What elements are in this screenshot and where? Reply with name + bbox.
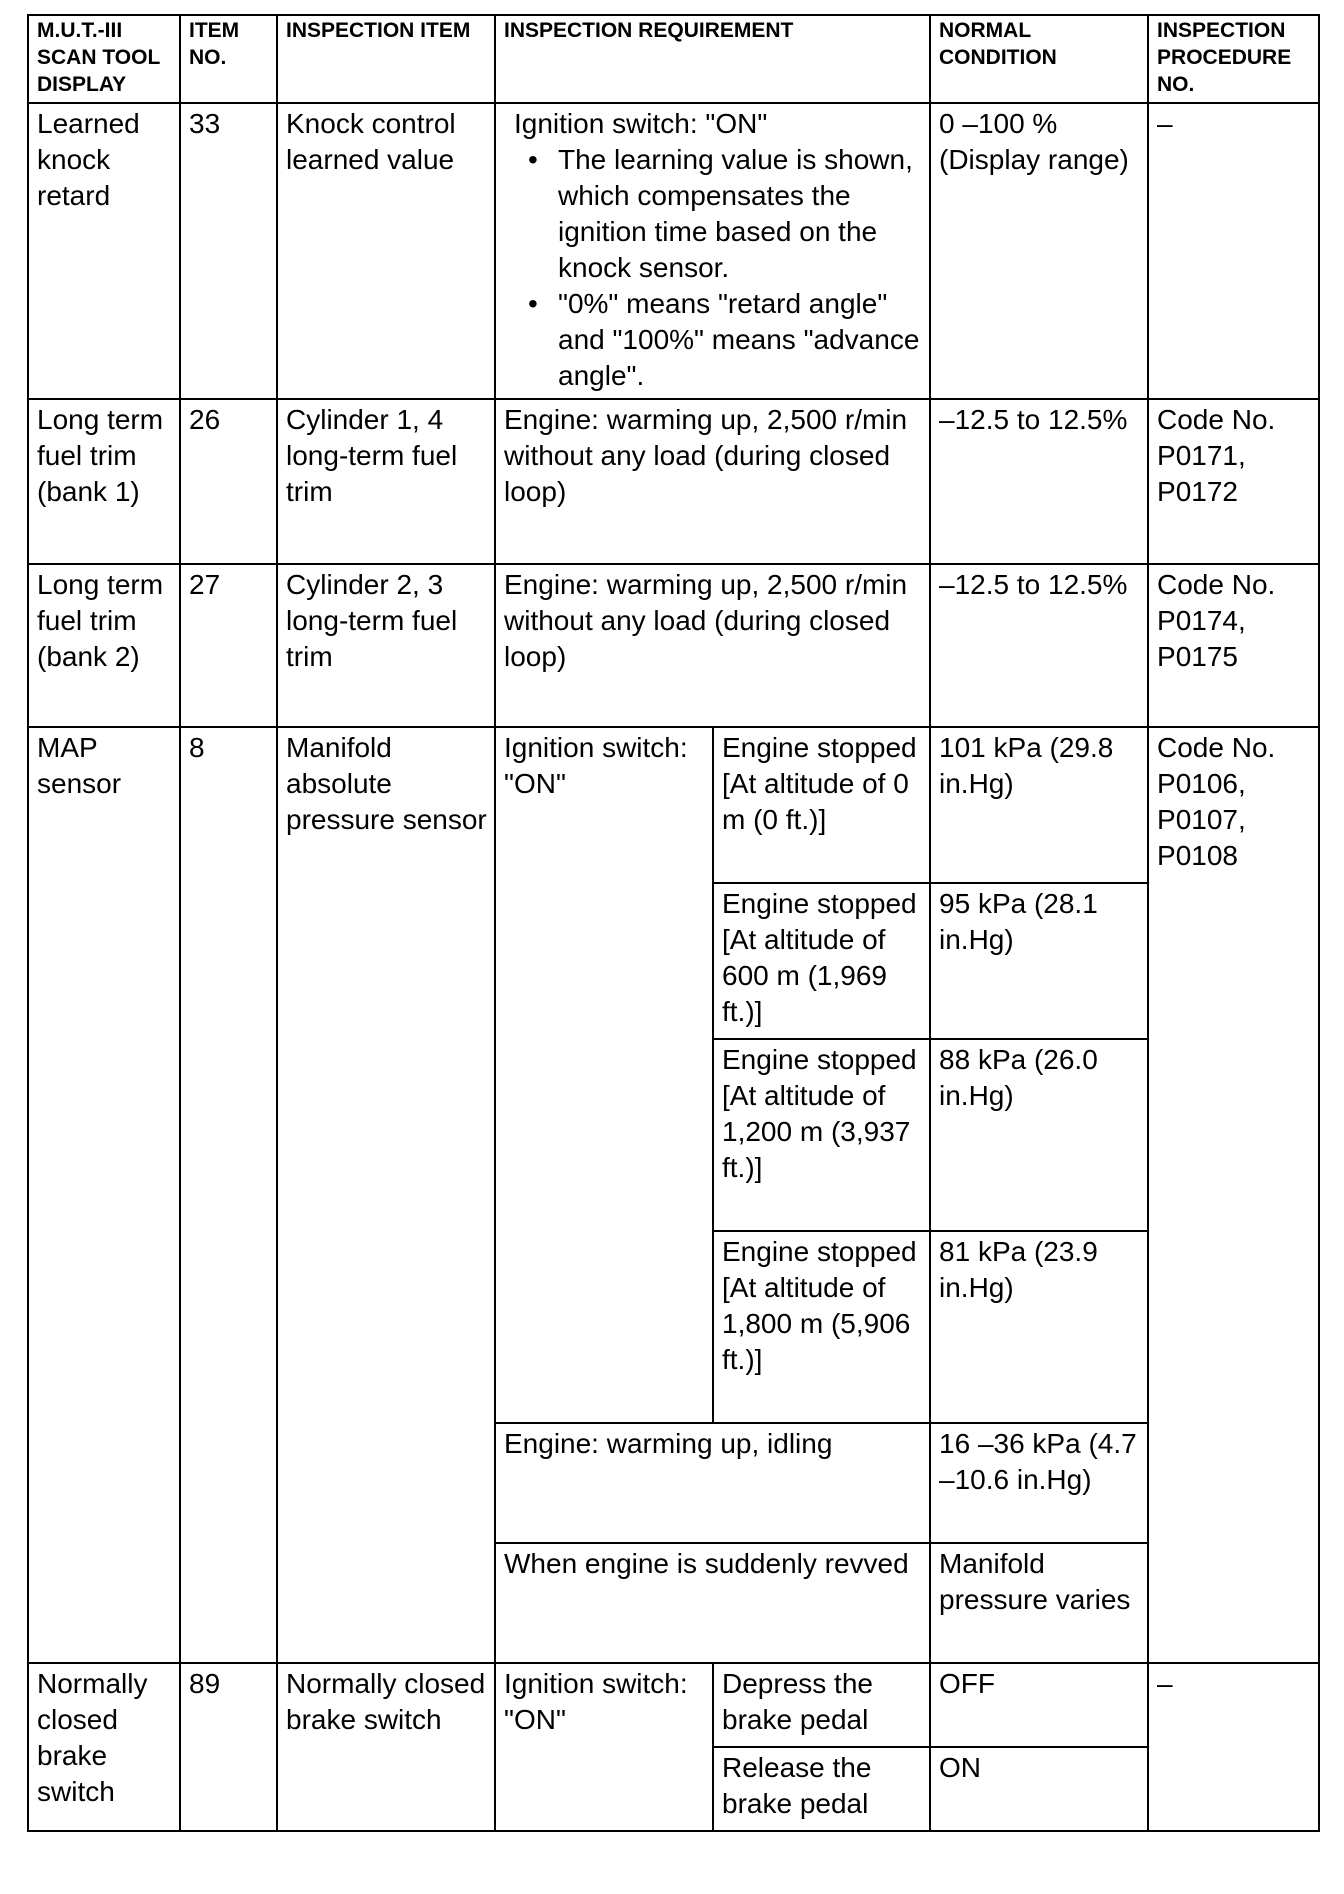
display-cell: MAP sensor [28, 727, 180, 1663]
sub-requirement-cell: Engine stopped [At altitude of 600 m (1,969 ft.)] [713, 883, 930, 1039]
display-cell: Long term fuel trim (bank 1) [28, 399, 180, 564]
header-row [28, 15, 1319, 103]
procedure-cell: Code No. P0106, P0107, P0108 [1148, 727, 1319, 1663]
sub-requirement-cell: Engine stopped [At altitude of 0 m (0 ft.)] [713, 727, 930, 883]
bullet-icon: • [528, 144, 538, 175]
header-normal: NORMAL CONDITION [930, 15, 1148, 103]
display-cell: Normally closed brake switch [28, 1663, 180, 1831]
procedure-cell: Code No. P0174, P0175 [1148, 564, 1319, 727]
condition-cell: Ignition switch: "ON" [495, 1663, 713, 1831]
item-cell: Knock control learned value [277, 103, 495, 399]
normal-cell: –12.5 to 12.5% [930, 564, 1148, 727]
item-no-cell: 8 [180, 727, 277, 1663]
normal-cell: 95 kPa (28.1 in.Hg) [930, 883, 1148, 1039]
normal-cell: 16 –36 kPa (4.7 –10.6 in.Hg) [930, 1423, 1148, 1543]
header-procedure: INSPECTION PROCEDURE NO. [1148, 15, 1319, 103]
item-cell: Normally closed brake switch [277, 1663, 495, 1831]
item-cell: Cylinder 1, 4 long-term fuel trim [277, 399, 495, 564]
inspection-table [27, 14, 1320, 1832]
sub-requirement-cell: Depress the brake pedal [713, 1663, 930, 1747]
header-requirement: INSPECTION REQUIREMENT [495, 15, 930, 103]
header-item-no: ITEM NO. [180, 15, 277, 103]
normal-cell: 81 kPa (23.9 in.Hg) [930, 1231, 1148, 1423]
normal-cell: –12.5 to 12.5% [930, 399, 1148, 564]
requirement-cell: Engine: warming up, 2,500 r/min without any load (during closed loop) [495, 399, 930, 564]
requirement-cell: When engine is suddenly revved [495, 1543, 930, 1663]
normal-cell: ON [930, 1747, 1148, 1831]
condition-cell: Ignition switch: "ON" [495, 727, 713, 1423]
header-inspection-item: INSPECTION ITEM [277, 15, 495, 103]
list-item [528, 142, 922, 286]
table-row [28, 399, 1319, 564]
sub-requirement-cell: Release the brake pedal [713, 1747, 930, 1831]
normal-cell: OFF [930, 1663, 1148, 1747]
normal-cell: 0 –100 % (Display range) [930, 103, 1148, 399]
item-cell: Manifold absolute pressure sensor [277, 727, 495, 1663]
requirement-cell: Engine: warming up, idling [495, 1423, 930, 1543]
normal-cell: 101 kPa (29.8 in.Hg) [930, 727, 1148, 883]
requirement-cell: Engine: warming up, 2,500 r/min without any load (during closed loop) [495, 564, 930, 727]
requirement-bullets [504, 142, 922, 394]
item-no-cell: 89 [180, 1663, 277, 1831]
bullet-text: The learning value is shown, which compensates the ignition time based on the knock sensor. [558, 144, 913, 283]
display-cell: Learned knock retard [28, 103, 180, 399]
item-cell: Cylinder 2, 3 long-term fuel trim [277, 564, 495, 727]
item-no-cell: 26 [180, 399, 277, 564]
table-row [28, 727, 1319, 883]
sub-requirement-cell: Engine stopped [At altitude of 1,200 m (3,937 ft.)] [713, 1039, 930, 1231]
table-row [28, 103, 1319, 399]
sub-requirement-cell: Engine stopped [At altitude of 1,800 m (5,906 ft.)] [713, 1231, 930, 1423]
requirement-cell [495, 103, 930, 399]
display-cell: Long term fuel trim (bank 2) [28, 564, 180, 727]
procedure-cell: Code No. P0171, P0172 [1148, 399, 1319, 564]
normal-cell: Manifold pressure varies [930, 1543, 1148, 1663]
procedure-cell: – [1148, 1663, 1319, 1831]
table-row [28, 1663, 1319, 1747]
normal-cell: 88 kPa (26.0 in.Hg) [930, 1039, 1148, 1231]
item-no-cell: 33 [180, 103, 277, 399]
bullet-text: "0%" means "retard angle" and "100%" means "advance angle". [558, 288, 920, 391]
requirement-title: Ignition switch: "ON" [514, 108, 768, 139]
table-row [28, 564, 1319, 727]
item-no-cell: 27 [180, 564, 277, 727]
list-item [528, 286, 922, 394]
procedure-cell: – [1148, 103, 1319, 399]
header-display: M.U.T.-III SCAN TOOL DISPLAY [28, 15, 180, 103]
bullet-icon: • [528, 288, 538, 319]
